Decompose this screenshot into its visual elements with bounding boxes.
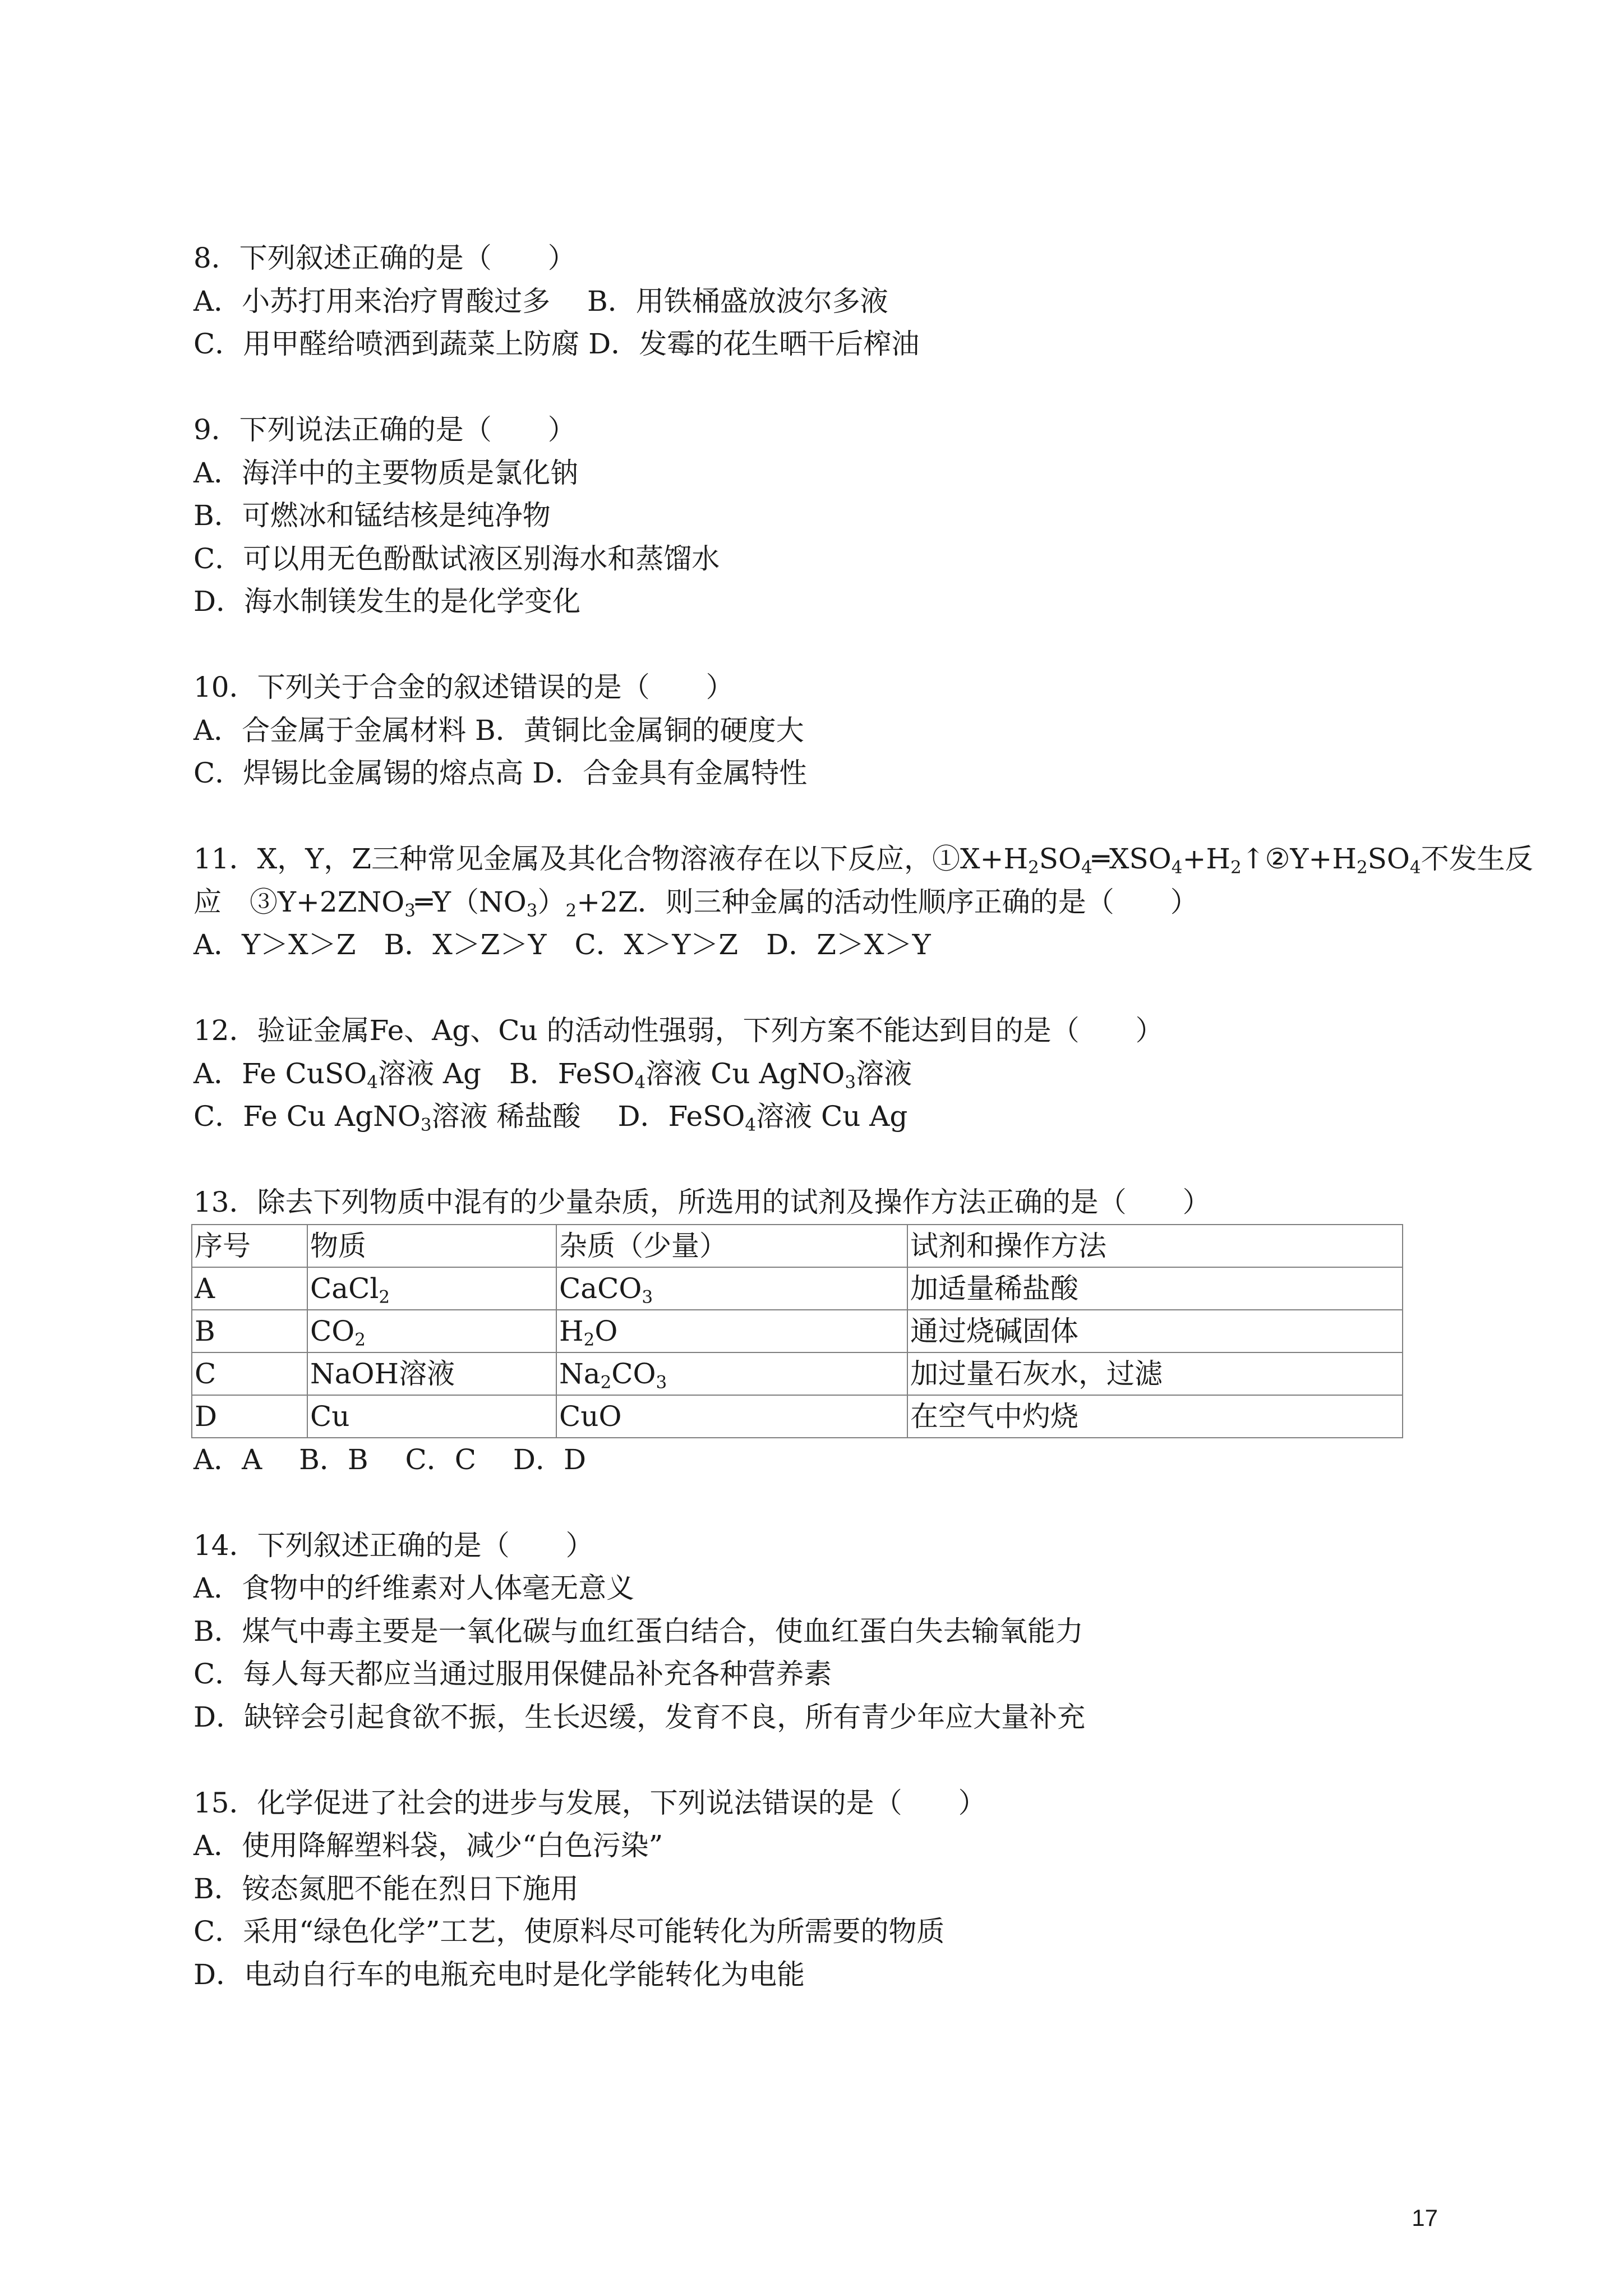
table-row bbox=[192, 1310, 1403, 1352]
question-11 bbox=[193, 838, 1533, 967]
question-10-options-cd: C．焊锡比金属锡的熔点高 D．合金具有金属特性 bbox=[193, 757, 808, 789]
question-14-stem: 14．下列叙述正确的是（ ） bbox=[193, 1529, 594, 1562]
table-row bbox=[192, 1352, 1403, 1395]
question-9-option-a: A．海洋中的主要物质是氯化钠 bbox=[193, 456, 579, 489]
table-cell-impurity: CaCO$_3$ bbox=[556, 1267, 907, 1310]
question-12-options-ab: A．Fe CuSO$_4$溶液 Ag B．FeSO$_4$溶液 Cu AgNO$_3$溶液 bbox=[193, 1057, 912, 1093]
table-cell-method: 在空气中灼烧 bbox=[907, 1395, 1403, 1438]
question-12-options-cd: C．Fe Cu AgNO$_3$溶液 稀盐酸 D．FeSO$_4$溶液 Cu Ag bbox=[193, 1100, 908, 1135]
question-15-stem: 15．化学促进了社会的进步与发展，下列说法错误的是（ ） bbox=[193, 1786, 986, 1819]
table-header-cell: 物质 bbox=[307, 1225, 556, 1267]
table-cell-substance: NaOH溶液 bbox=[307, 1352, 556, 1395]
question-9 bbox=[193, 408, 1455, 623]
table-cell-id: D bbox=[192, 1395, 307, 1438]
table-cell-id: A bbox=[192, 1267, 307, 1310]
question-8-options-cd: C．用甲醛给喷洒到蔬菜上防腐 D．发霉的花生晒干后榨油 bbox=[193, 328, 920, 360]
table-row bbox=[192, 1267, 1403, 1310]
question-9-option-c: C．可以用无色酚酞试液区别海水和蒸馏水 bbox=[193, 542, 720, 575]
question-15-option-c: C．采用“绿色化学”工艺，使原料尽可能转化为所需要的物质 bbox=[193, 1915, 945, 1948]
question-14-option-c: C．每人每天都应当通过服用保健品补充各种营养素 bbox=[193, 1658, 832, 1690]
table-cell-substance: Cu bbox=[307, 1395, 556, 1438]
question-9-stem: 9．下列说法正确的是（ ） bbox=[193, 413, 576, 446]
question-13-options: A．A B．B C．C D．D bbox=[193, 1443, 587, 1476]
question-10 bbox=[193, 666, 1455, 795]
question-14-option-b: B．煤气中毒主要是一氧化碳与血红蛋白结合，使血红蛋白失去输氧能力 bbox=[193, 1614, 1083, 1648]
table-header-cell: 杂质（少量） bbox=[556, 1225, 907, 1267]
question-15-option-d: D．电动自行车的电瓶充电时是化学能转化为电能 bbox=[193, 1958, 805, 1991]
question-12-stem: 12．验证金属Fe、Ag、Cu 的活动性强弱，下列方案不能达到目的是（ ） bbox=[193, 1014, 1164, 1047]
table-row bbox=[192, 1395, 1403, 1438]
table-cell-id: C bbox=[192, 1352, 307, 1395]
question-content bbox=[193, 237, 1533, 2039]
question-14 bbox=[193, 1524, 1455, 1739]
question-14-option-d: D．缺锌会引起食欲不振，生长迟缓，发育不良，所有青少年应大量补充 bbox=[193, 1700, 1086, 1733]
table-cell-id: B bbox=[192, 1310, 307, 1352]
question-12 bbox=[193, 1009, 1455, 1138]
question-10-stem: 10．下列关于合金的叙述错误的是（ ） bbox=[193, 671, 734, 703]
table-cell-method: 加适量稀盐酸 bbox=[907, 1267, 1403, 1310]
page-number: 17 bbox=[1412, 2205, 1438, 2231]
table-header-cell: 序号 bbox=[192, 1225, 307, 1267]
question-11-stem-line2: 应 $③Y+2ZNO_3═Y(NO_3)_2+2Z$．则三种金属的活动性顺序正确的是（ ） bbox=[193, 885, 1198, 921]
table-cell-impurity: CuO bbox=[556, 1395, 907, 1438]
table-cell-method: 通过烧碱固体 bbox=[907, 1310, 1403, 1352]
question-11-options: A．Y＞X＞Z B．X＞Z＞Y C．X＞Y＞Z D．Z＞X＞Y bbox=[193, 928, 931, 961]
question-13-table bbox=[191, 1224, 1403, 1438]
table-header-row bbox=[192, 1225, 1403, 1267]
table-cell-substance: CaCl$_2$ bbox=[307, 1267, 556, 1310]
question-8-stem: 8．下列叙述正确的是（ ） bbox=[193, 242, 576, 274]
question-8-options-ab: A．小苏打用来治疗胃酸过多 B．用铁桶盛放波尔多液 bbox=[193, 284, 888, 318]
table-cell-substance: $CO_2$ bbox=[307, 1310, 556, 1352]
question-14-option-a: A．食物中的纤维素对人体毫无意义 bbox=[193, 1572, 635, 1604]
question-13 bbox=[193, 1181, 1455, 1481]
question-9-option-d: D．海水制镁发生的是化学变化 bbox=[193, 585, 581, 618]
table-cell-method: 加过量石灰水，过滤 bbox=[907, 1352, 1403, 1395]
question-13-stem: 13．除去下列物质中混有的少量杂质，所选用的试剂及操作方法正确的是（ ） bbox=[193, 1186, 1211, 1218]
question-15-option-b: B．铵态氮肥不能在烈日下施用 bbox=[193, 1872, 579, 1905]
table-cell-impurity: $H_2O$ bbox=[556, 1310, 907, 1352]
question-15 bbox=[193, 1782, 1455, 1996]
question-8 bbox=[193, 237, 1455, 366]
question-10-options-ab: A．合金属于金属材料 B．黄铜比金属铜的硬度大 bbox=[193, 714, 804, 747]
question-9-option-b: B．可燃冰和锰结核是纯净物 bbox=[193, 499, 551, 532]
question-11-stem-line1: 11．X，Y，Z三种常见金属及其化合物溶液存在以下反应，$①X+H_2SO_4═XSO_4+H_2↑②Y+H_2SO_4$不发生反 bbox=[193, 843, 1533, 878]
table-header-cell: 试剂和操作方法 bbox=[907, 1225, 1403, 1267]
question-15-option-a: A．使用降解塑料袋，减少“白色污染” bbox=[193, 1829, 663, 1862]
table-cell-impurity: $Na_2CO_3$ bbox=[556, 1352, 907, 1395]
